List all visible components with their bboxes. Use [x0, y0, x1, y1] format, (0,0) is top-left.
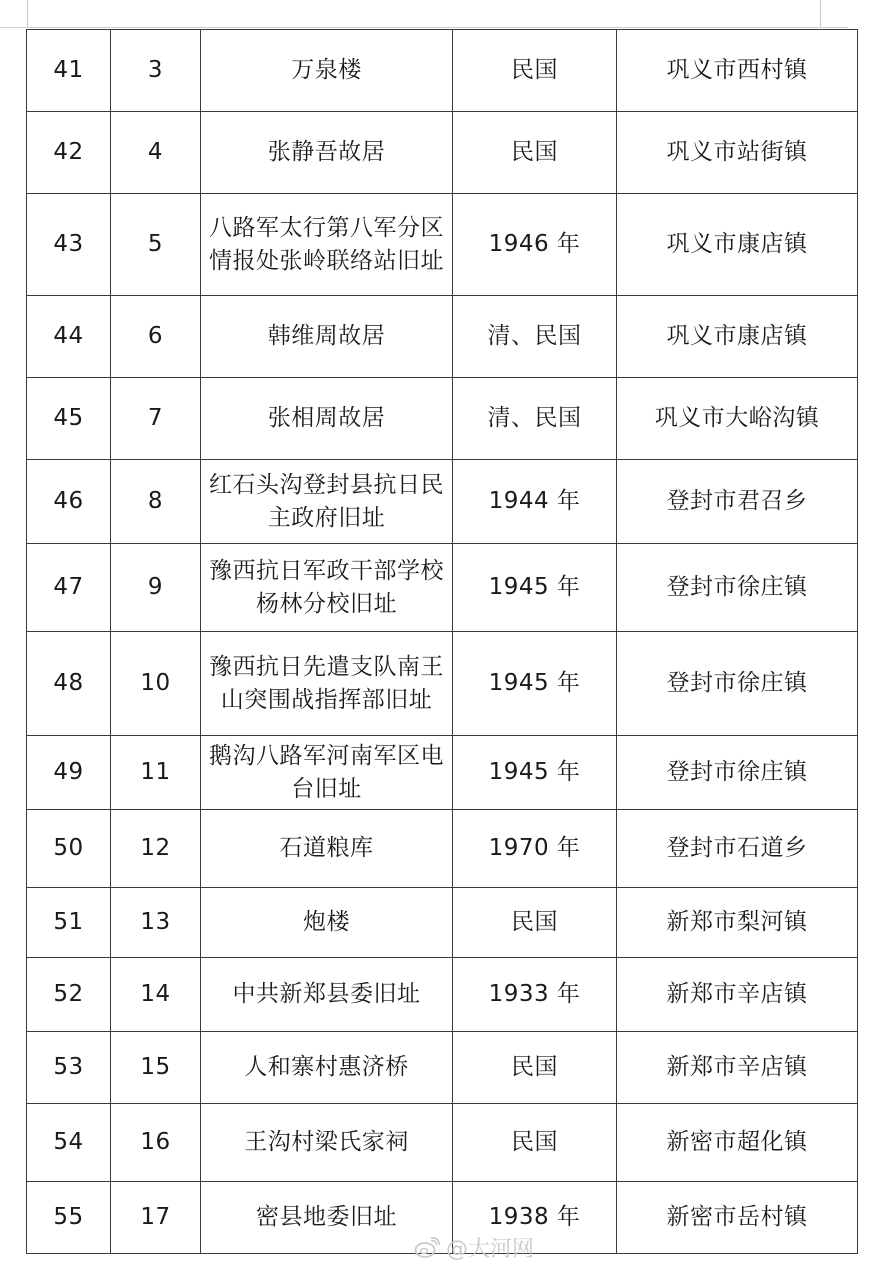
table-row: [27, 888, 858, 958]
weibo-icon: [414, 1237, 440, 1259]
site-name: 炮楼: [201, 888, 453, 958]
table-row: [27, 958, 858, 1032]
site-name: 鹅沟八路军河南军区电台旧址: [201, 736, 453, 810]
site-name: 豫西抗日军政干部学校杨林分校旧址: [201, 544, 453, 632]
site-era: 民国: [453, 30, 617, 112]
table-row: [27, 736, 858, 810]
table-row: [27, 378, 858, 460]
site-era: 1933 年: [453, 958, 617, 1032]
row-number: 53: [27, 1032, 111, 1104]
site-era: 民国: [453, 112, 617, 194]
sub-number: 16: [111, 1104, 201, 1182]
row-number: 55: [27, 1182, 111, 1254]
page-edge-left: [27, 0, 28, 28]
row-number: 50: [27, 810, 111, 888]
site-era: 清、民国: [453, 378, 617, 460]
row-number: 47: [27, 544, 111, 632]
site-name: 人和寨村惠济桥: [201, 1032, 453, 1104]
site-name: 八路军太行第八军分区情报处张岭联络站旧址: [201, 194, 453, 296]
row-number: 51: [27, 888, 111, 958]
watermark-text: @大河网: [446, 1237, 535, 1262]
table-row: [27, 1104, 858, 1182]
site-location: 新郑市辛店镇: [617, 958, 858, 1032]
site-location: 登封市徐庄镇: [617, 544, 858, 632]
row-number: 45: [27, 378, 111, 460]
table-row: [27, 194, 858, 296]
site-era: 1944 年: [453, 460, 617, 544]
row-number: 42: [27, 112, 111, 194]
row-number: 44: [27, 296, 111, 378]
site-name: 韩维周故居: [201, 296, 453, 378]
row-number: 52: [27, 958, 111, 1032]
site-name: 张静吾故居: [201, 112, 453, 194]
row-number: 54: [27, 1104, 111, 1182]
row-number: 41: [27, 30, 111, 112]
sub-number: 8: [111, 460, 201, 544]
site-location: 登封市君召乡: [617, 460, 858, 544]
row-number: 49: [27, 736, 111, 810]
table-row: [27, 1032, 858, 1104]
watermark: [414, 1232, 534, 1263]
table-row: [27, 460, 858, 544]
sub-number: 13: [111, 888, 201, 958]
sub-number: 17: [111, 1182, 201, 1254]
site-name: 万泉楼: [201, 30, 453, 112]
site-era: 1970 年: [453, 810, 617, 888]
site-location: 新密市超化镇: [617, 1104, 858, 1182]
site-name: 王沟村梁氏家祠: [201, 1104, 453, 1182]
sub-number: 5: [111, 194, 201, 296]
site-era: 民国: [453, 888, 617, 958]
site-name: 密县地委旧址: [201, 1182, 453, 1254]
row-number: 46: [27, 460, 111, 544]
sub-number: 11: [111, 736, 201, 810]
site-name: 张相周故居: [201, 378, 453, 460]
site-location: 登封市徐庄镇: [617, 736, 858, 810]
sub-number: 6: [111, 296, 201, 378]
site-era: 民国: [453, 1032, 617, 1104]
site-location: 巩义市康店镇: [617, 296, 858, 378]
page-edge-right: [820, 0, 821, 28]
site-name: 豫西抗日先遣支队南王山突围战指挥部旧址: [201, 632, 453, 736]
site-location: 巩义市康店镇: [617, 194, 858, 296]
site-era: 民国: [453, 1104, 617, 1182]
site-location: 登封市石道乡: [617, 810, 858, 888]
site-era: 1945 年: [453, 736, 617, 810]
sub-number: 7: [111, 378, 201, 460]
site-location: 巩义市西村镇: [617, 30, 858, 112]
site-location: 巩义市大峪沟镇: [617, 378, 858, 460]
sub-number: 12: [111, 810, 201, 888]
table-row: [27, 632, 858, 736]
row-number: 43: [27, 194, 111, 296]
site-location: 登封市徐庄镇: [617, 632, 858, 736]
site-era: 1938 年: [453, 1182, 617, 1254]
site-location: 巩义市站街镇: [617, 112, 858, 194]
row-number: 48: [27, 632, 111, 736]
site-era: 清、民国: [453, 296, 617, 378]
site-location: 新郑市梨河镇: [617, 888, 858, 958]
table-row: [27, 810, 858, 888]
sub-number: 4: [111, 112, 201, 194]
site-name: 中共新郑县委旧址: [201, 958, 453, 1032]
heritage-sites-table: [26, 29, 858, 1254]
site-name: 红石头沟登封县抗日民主政府旧址: [201, 460, 453, 544]
sub-number: 3: [111, 30, 201, 112]
sub-number: 9: [111, 544, 201, 632]
table-row: [27, 112, 858, 194]
site-era: 1945 年: [453, 544, 617, 632]
site-location: 新密市岳村镇: [617, 1182, 858, 1254]
sub-number: 10: [111, 632, 201, 736]
page-top-rule: [0, 27, 848, 28]
site-location: 新郑市辛店镇: [617, 1032, 858, 1104]
sub-number: 14: [111, 958, 201, 1032]
table-row: [27, 544, 858, 632]
site-era: 1946 年: [453, 194, 617, 296]
site-name: 石道粮库: [201, 810, 453, 888]
site-era: 1945 年: [453, 632, 617, 736]
table-row: [27, 296, 858, 378]
table-row: [27, 30, 858, 112]
sub-number: 15: [111, 1032, 201, 1104]
